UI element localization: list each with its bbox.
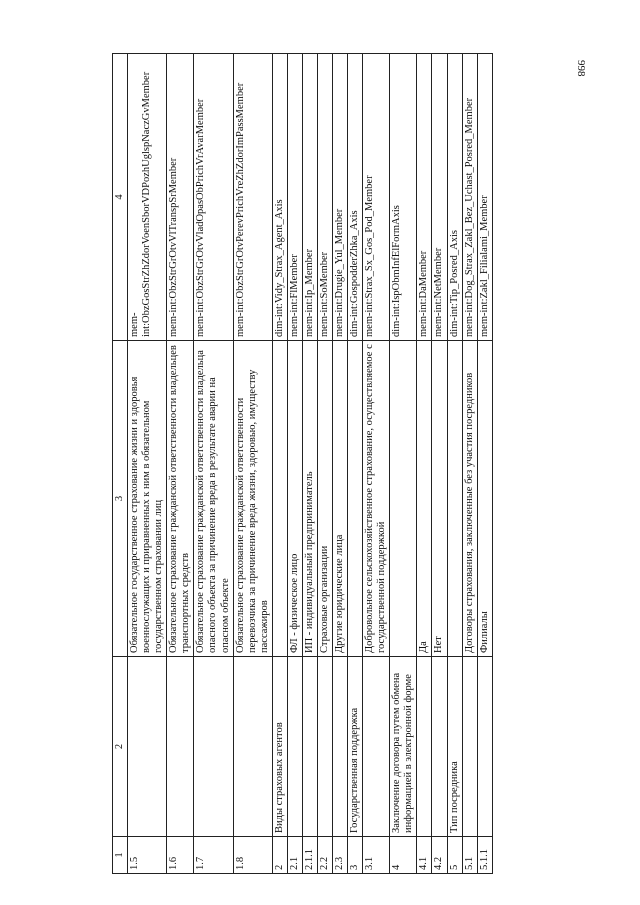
row-number-cell: 3.1 <box>363 837 390 874</box>
row-description-cell: ИП - индивидуальный предприниматель <box>302 341 317 657</box>
row-code-cell: mem-int:Dog_Strax_Zakl_Bez_Uchast_Posred_Member <box>462 54 477 341</box>
row-code-cell: dim-int:Vidy_Strax_Agent_Axis <box>272 54 287 341</box>
row-code-cell: mem-int:Ip_Member <box>302 54 317 341</box>
table-row <box>417 54 432 874</box>
header-col-2: 2 <box>113 657 128 837</box>
row-category-cell <box>194 657 233 837</box>
row-category-cell: Заключение договора путем обмена информацией в электронной форме <box>390 657 417 837</box>
row-category-cell <box>128 657 167 837</box>
row-category-cell <box>333 657 348 837</box>
table-row <box>447 54 462 874</box>
row-description-cell: Договоры страхования, заключенные без участия посредников <box>462 341 477 657</box>
row-description-cell: Филиалы <box>477 341 492 657</box>
table-row <box>194 54 233 874</box>
table-row <box>333 54 348 874</box>
header-col-1: 1 <box>113 837 128 874</box>
row-code-cell: mem-int:ObzStrGrOtvVlTranspSrMember <box>167 54 194 341</box>
row-number-cell: 5 <box>447 837 462 874</box>
row-code-cell: mem-int:FlMember <box>287 54 302 341</box>
table-row <box>317 54 332 874</box>
row-number-cell: 1.7 <box>194 837 233 874</box>
row-category-cell <box>317 657 332 837</box>
table-row <box>167 54 194 874</box>
header-col-3: 3 <box>113 341 128 657</box>
classification-table <box>112 53 493 874</box>
table-row <box>348 54 363 874</box>
row-number-cell: 2.1.1 <box>302 837 317 874</box>
table-row <box>363 54 390 874</box>
header-row <box>113 54 128 874</box>
row-number-cell: 2.1 <box>287 837 302 874</box>
header-col-4: 4 <box>113 54 128 341</box>
row-code-cell: mem-int:ObzStrGrOtvPerevPrichVreZhZdorImPassMember <box>233 54 272 341</box>
row-description-cell: Обязательное государственное страхование жизни и здоровья военнослужащих и приравненных к ним в обязательном государственном страховании лиц <box>128 341 167 657</box>
row-number-cell: 1.5 <box>128 837 167 874</box>
table-row <box>128 54 167 874</box>
row-code-cell: dim-int:GospodderZhka_Axis <box>348 54 363 341</box>
row-description-cell: Нет <box>432 341 447 657</box>
row-description-cell: Страховые организации <box>317 341 332 657</box>
row-code-cell: mem-int:NetMember <box>432 54 447 341</box>
row-number-cell: 2 <box>272 837 287 874</box>
row-description-cell: Другие юридические лица <box>333 341 348 657</box>
row-category-cell <box>287 657 302 837</box>
row-code-cell: mem-int:Strax_Sx_Gos_Pod_Member <box>363 54 390 341</box>
row-description-cell <box>447 341 462 657</box>
row-number-cell: 1.8 <box>233 837 272 874</box>
table-row <box>233 54 272 874</box>
row-description-cell: Обязательное страхование гражданской ответственности владельца опасного объекта за причинение вреда в результате аварии на опасном объекте <box>194 341 233 657</box>
row-category-cell <box>417 657 432 837</box>
row-description-cell <box>348 341 363 657</box>
rotated-table-container <box>112 54 493 874</box>
row-number-cell: 4 <box>390 837 417 874</box>
row-category-cell <box>462 657 477 837</box>
row-category-cell <box>302 657 317 837</box>
row-code-cell: dim-int:IspObmInfElFormAxis <box>390 54 417 341</box>
row-number-cell: 1.6 <box>167 837 194 874</box>
row-description-cell <box>272 341 287 657</box>
page-number: 998 <box>575 60 587 77</box>
row-code-cell: mem-int:SoMember <box>317 54 332 341</box>
row-description-cell: Обязательное страхование гражданской ответственности перевозчика за причинение вреда жизни, здоровью, имуществу пассажиров <box>233 341 272 657</box>
row-number-cell: 3 <box>348 837 363 874</box>
row-category-cell <box>233 657 272 837</box>
table-row <box>432 54 447 874</box>
row-number-cell: 2.2 <box>317 837 332 874</box>
row-description-cell: Да <box>417 341 432 657</box>
row-category-cell <box>477 657 492 837</box>
row-number-cell: 5.1 <box>462 837 477 874</box>
row-description-cell: Обязательное страхование гражданской ответственности владельцев транспортных средств <box>167 341 194 657</box>
row-category-cell <box>432 657 447 837</box>
table-row <box>302 54 317 874</box>
row-code-cell: mem-int:DaMember <box>417 54 432 341</box>
row-number-cell: 2.3 <box>333 837 348 874</box>
table-row <box>287 54 302 874</box>
row-code-cell: dim-int:Tip_Posred_Axis <box>447 54 462 341</box>
row-description-cell: ФЛ - физическое лицо <box>287 341 302 657</box>
row-category-cell: Тип посредника <box>447 657 462 837</box>
row-category-cell: Виды страховых агентов <box>272 657 287 837</box>
row-code-cell: mem-int:Drugie_Yul_Member <box>333 54 348 341</box>
table-row <box>477 54 492 874</box>
row-code-cell: mem-int:ObzStrGrOtvVladOpasObPrichVrAvarMember <box>194 54 233 341</box>
row-number-cell: 5.1.1 <box>477 837 492 874</box>
row-description-cell: Добровольное сельскохозяйственное страхование, осуществляемое с государственной поддержкой <box>363 341 390 657</box>
row-number-cell: 4.1 <box>417 837 432 874</box>
row-code-cell: mem-int:Zakl_Filialami_Member <box>477 54 492 341</box>
row-category-cell <box>363 657 390 837</box>
row-category-cell <box>167 657 194 837</box>
row-description-cell <box>390 341 417 657</box>
table-row <box>390 54 417 874</box>
table-row <box>272 54 287 874</box>
row-number-cell: 4.2 <box>432 837 447 874</box>
row-code-cell: mem-int:ObzGosStrZhZdorVoenSborVDPozhUglspNaczGvMember <box>128 54 167 341</box>
table-row <box>462 54 477 874</box>
row-category-cell: Государственная поддержка <box>348 657 363 837</box>
